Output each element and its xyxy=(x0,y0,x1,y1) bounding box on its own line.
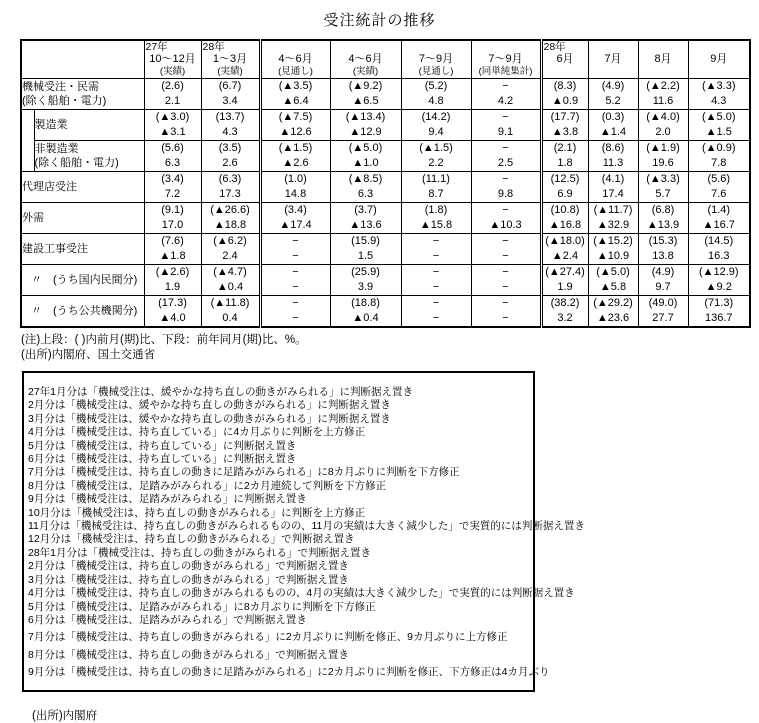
data-cell xyxy=(688,203,750,234)
mom-value: (12.5) xyxy=(550,173,580,185)
yoy-value: 17.3 xyxy=(219,188,241,200)
judgement-line: 7月分は「機械受注は、持ち直しの動きに足踏みがみられる」に8カ月ぶりに判断を下方修正 xyxy=(28,466,460,479)
mom-value: (3.7) xyxy=(354,204,377,216)
data-cell xyxy=(330,172,401,203)
judgement-line: 5月分は「機械受注は、足踏みがみられる」に8カ月ぶりに判断を下方修正 xyxy=(28,600,376,613)
mom-value: (▲3.3) xyxy=(701,80,736,92)
column-header: 28年 6月 xyxy=(541,40,588,79)
row-label: 〃 (うち国内民間分) xyxy=(21,265,144,296)
yoy-value: ▲1.4 xyxy=(599,126,627,138)
table-row xyxy=(21,79,750,110)
yoy-value: 6.3 xyxy=(164,157,181,169)
column-header: 9月 xyxy=(688,40,750,79)
judgement-line: 8月分は「機械受注は、持ち直しの動きがみられる」で判断据え置き xyxy=(28,648,349,661)
table-row xyxy=(21,234,750,265)
data-cell xyxy=(541,141,588,172)
data-cell xyxy=(201,265,260,296)
yoy-value: 136.7 xyxy=(704,312,733,324)
mom-value: (14.5) xyxy=(704,235,734,247)
data-cell xyxy=(401,79,471,110)
mom-value: (7.6) xyxy=(161,235,184,247)
mom-value: (71.3) xyxy=(704,297,734,309)
data-cell xyxy=(588,79,638,110)
data-cell xyxy=(688,141,750,172)
mom-value: (15.9) xyxy=(351,235,380,247)
data-cell xyxy=(541,203,588,234)
yoy-value: 1.9 xyxy=(164,281,181,293)
yoy-value: ▲3.8 xyxy=(551,126,579,138)
judgement-line: 10月分は「機械受注は、持ち直しの動きがみられる」に判断を上方修正 xyxy=(28,506,366,519)
mom-value: (5.6) xyxy=(161,142,184,154)
mom-value: (49.0) xyxy=(648,297,678,309)
mom-value: (▲15.2) xyxy=(593,235,633,247)
yoy-value: 7.6 xyxy=(711,188,727,200)
data-cell xyxy=(638,234,688,265)
data-cell xyxy=(260,79,330,110)
data-cell xyxy=(588,110,638,141)
yoy-value: 1.9 xyxy=(557,281,573,293)
mom-value: (8.6) xyxy=(601,142,625,154)
data-cell xyxy=(541,172,588,203)
data-cell xyxy=(330,296,401,328)
column-header: 7月 xyxy=(588,40,638,79)
data-cell xyxy=(144,234,201,265)
data-cell xyxy=(144,265,201,296)
mom-value: (▲12.9) xyxy=(698,266,739,278)
data-cell xyxy=(260,234,330,265)
mom-value: (▲5.0) xyxy=(348,142,383,154)
data-cell xyxy=(401,203,471,234)
mom-value: (5.6) xyxy=(707,173,731,185)
orders-statistics-table xyxy=(20,39,751,328)
mom-value: (11.1) xyxy=(422,173,450,185)
row-label: 機械受注・民需 (除く船舶・電力) xyxy=(21,79,144,110)
judgement-line: 4月分は「機械受注は、持ち直しの動きがみられるものの、4月の実績は大きく減少した」で実質的には判断据え置き xyxy=(28,587,575,600)
mom-value: (▲0.9) xyxy=(701,142,736,154)
data-cell xyxy=(201,141,260,172)
mom-value: (6.7) xyxy=(218,80,242,92)
mom-value: (▲1.9) xyxy=(646,142,680,154)
yoy-value: ▲1.5 xyxy=(705,126,732,138)
judgement-line: 27年1月分は「機械受注は、緩やかな持ち直しの動きがみられる」に判断据え置き xyxy=(28,386,414,398)
mom-value: − xyxy=(292,266,299,278)
mom-value: (18.8) xyxy=(351,297,380,309)
yoy-value: 2.5 xyxy=(497,157,514,169)
mom-value: (3.5) xyxy=(218,142,242,154)
data-cell xyxy=(330,203,401,234)
data-cell xyxy=(144,141,201,172)
yoy-value: 9.4 xyxy=(428,126,444,138)
judgement-line: 6月分は「機械受注は、足踏みがみられる」で判断据え置き xyxy=(28,613,307,626)
mom-value: − xyxy=(292,297,299,309)
judgement-line: 2月分は「機械受注は、緩やかな持ち直しの動きがみられる」に判断据え置き xyxy=(28,399,391,412)
mom-value: (▲3.3) xyxy=(646,173,680,185)
data-cell xyxy=(401,172,471,203)
mom-value: (▲5.0) xyxy=(701,111,736,123)
yoy-value: 11.3 xyxy=(602,157,624,169)
yoy-value: − xyxy=(502,281,509,293)
table-notes xyxy=(21,333,759,363)
note-source: (出所)内閣府、国土交通省 xyxy=(21,349,156,361)
yoy-value: 11.6 xyxy=(652,95,674,107)
column-header: 27年 10〜12月 (実績) xyxy=(144,40,201,79)
data-cell xyxy=(330,110,401,141)
data-cell xyxy=(330,234,401,265)
yoy-value: 17.4 xyxy=(602,188,624,200)
judgement-line: 8月分は「機械受注は、足踏みがみられる」に2カ月連続して判断を下方修正 xyxy=(28,479,387,492)
mom-value: − xyxy=(502,204,509,216)
mom-value: (▲4.7) xyxy=(213,266,247,278)
mom-value: (15.3) xyxy=(648,235,678,247)
yoy-value: ▲32.9 xyxy=(596,219,630,231)
mom-value: − xyxy=(502,173,509,185)
data-cell xyxy=(330,141,401,172)
yoy-value: 3.9 xyxy=(357,281,374,293)
column-header: 4〜6月 (実績) xyxy=(330,40,401,79)
row-label: 外需 xyxy=(21,203,144,234)
row-label: 代理店受注 xyxy=(21,172,144,203)
data-cell xyxy=(688,234,750,265)
judgement-line: 9月分は「機械受注は、足踏みがみられる」に判断据え置き xyxy=(28,493,307,506)
yoy-value: ▲0.4 xyxy=(352,312,379,324)
indent-spacer xyxy=(21,110,34,172)
yoy-value: ▲16.8 xyxy=(548,219,582,231)
yoy-value: ▲10.3 xyxy=(489,219,522,231)
mom-value: (1.8) xyxy=(424,204,448,216)
yoy-value: 27.7 xyxy=(652,312,674,324)
mom-value: (▲3.5) xyxy=(278,80,313,92)
data-cell xyxy=(541,110,588,141)
yoy-value: ▲16.7 xyxy=(702,219,735,231)
mom-value: (38.2) xyxy=(550,297,580,309)
yoy-value: 9.8 xyxy=(497,188,514,200)
data-cell xyxy=(330,79,401,110)
data-cell xyxy=(401,141,471,172)
data-cell xyxy=(144,110,201,141)
table-row xyxy=(21,172,750,203)
data-cell xyxy=(588,265,638,296)
mom-value: (17.3) xyxy=(158,297,187,309)
yoy-value: 5.7 xyxy=(655,188,671,200)
mom-value: (▲13.4) xyxy=(345,111,386,123)
data-cell xyxy=(260,141,330,172)
data-cell xyxy=(471,141,541,172)
mom-value: (▲1.5) xyxy=(278,142,313,154)
data-cell xyxy=(638,79,688,110)
mom-value: (▲18.0) xyxy=(545,235,585,247)
yoy-value: 4.8 xyxy=(428,95,444,107)
mom-value: − xyxy=(502,80,509,92)
yoy-value: 3.4 xyxy=(222,95,238,107)
mom-value: (▲7.5) xyxy=(278,111,313,123)
mom-value: − xyxy=(432,266,440,278)
column-header: 4〜6月 (見通し) xyxy=(260,40,330,79)
data-cell xyxy=(260,203,330,234)
data-cell xyxy=(471,172,541,203)
yoy-value: 2.2 xyxy=(428,157,444,169)
yoy-value: 2.6 xyxy=(222,157,238,169)
page-title: 受注統計の推移 xyxy=(323,12,436,29)
yoy-value: ▲6.4 xyxy=(282,95,309,107)
yoy-value: ▲2.4 xyxy=(551,250,579,262)
data-cell xyxy=(688,110,750,141)
table-row xyxy=(21,296,750,328)
data-cell xyxy=(401,110,471,141)
yoy-value: ▲1.8 xyxy=(159,250,186,262)
mom-value: − xyxy=(502,235,509,247)
yoy-value: − xyxy=(292,312,299,324)
mom-value: (6.8) xyxy=(651,204,675,216)
yoy-value: − xyxy=(502,250,509,262)
data-cell xyxy=(401,265,471,296)
mom-value: − xyxy=(502,111,509,123)
footer-source: (出所)内閣府 xyxy=(32,709,98,722)
yoy-value: 2.0 xyxy=(655,126,671,138)
mom-value: (0.3) xyxy=(601,111,625,123)
mom-value: (▲5.0) xyxy=(596,266,630,278)
mom-value: (4.9) xyxy=(651,266,675,278)
mom-value: (4.9) xyxy=(601,80,625,92)
judgement-line: 5月分は「機械受注は、持ち直している」に判断据え置き xyxy=(28,439,297,452)
data-cell xyxy=(588,172,638,203)
yoy-value: 2.1 xyxy=(164,95,181,107)
mom-value: (1.4) xyxy=(707,204,731,216)
yoy-value: − xyxy=(292,281,299,293)
mom-value: (4.1) xyxy=(601,173,625,185)
judgement-line: 9月分は「機械受注は、持ち直しの動きに足踏みがみられる」に2カ月ぶりに判断を修正、下方修正は4カ月ぶり xyxy=(28,666,550,679)
data-cell xyxy=(330,265,401,296)
judgement-line: 28年1月分は「機械受注は、持ち直しの動きがみられる」で判断据え置き xyxy=(28,546,372,559)
mom-value: (▲11.7) xyxy=(593,204,633,216)
mom-value: (2.1) xyxy=(553,142,577,154)
column-header: 8月 xyxy=(638,40,688,79)
data-cell xyxy=(471,296,541,328)
yoy-value: 17.0 xyxy=(161,219,184,231)
mom-value: (▲2.6) xyxy=(155,266,190,278)
data-cell xyxy=(144,172,201,203)
mom-value: (1.0) xyxy=(284,173,307,185)
table-row xyxy=(21,265,750,296)
data-cell xyxy=(638,141,688,172)
data-cell xyxy=(260,265,330,296)
mom-value: (8.3) xyxy=(553,80,577,92)
yoy-value: ▲17.4 xyxy=(279,219,312,231)
corner-cell xyxy=(21,40,144,79)
yoy-value: ▲15.8 xyxy=(419,219,453,231)
column-header: 7〜9月 (見通し) xyxy=(401,40,471,79)
yoy-value: 4.2 xyxy=(497,95,514,107)
data-cell xyxy=(638,296,688,328)
yoy-value: ▲12.6 xyxy=(279,126,312,138)
data-cell xyxy=(471,234,541,265)
table-row xyxy=(21,141,750,172)
mom-value: (▲27.4) xyxy=(545,266,585,278)
mom-value: (3.4) xyxy=(284,204,307,216)
data-cell xyxy=(144,79,201,110)
yoy-value: 3.2 xyxy=(557,312,573,324)
yoy-value: − xyxy=(432,281,440,293)
yoy-value: − xyxy=(292,250,299,262)
yoy-value: ▲2.6 xyxy=(282,157,309,169)
mom-value: (6.3) xyxy=(218,173,242,185)
data-cell xyxy=(688,265,750,296)
column-header: 7〜9月 (同単純集計) xyxy=(471,40,541,79)
data-cell xyxy=(588,296,638,328)
yoy-value: ▲0.9 xyxy=(551,95,579,107)
mom-value: (14.2) xyxy=(421,111,451,123)
stats-table-body xyxy=(21,79,750,328)
yoy-value: 6.9 xyxy=(557,188,573,200)
data-cell xyxy=(688,296,750,328)
mom-value: (5.2) xyxy=(424,80,448,92)
data-cell xyxy=(201,296,260,328)
yoy-value: 0.4 xyxy=(222,312,238,324)
table-header-row xyxy=(21,40,750,79)
yoy-value: ▲10.9 xyxy=(596,250,630,262)
mom-value: − xyxy=(292,235,299,247)
data-cell xyxy=(201,203,260,234)
data-cell xyxy=(401,234,471,265)
yoy-value: 1.8 xyxy=(557,157,573,169)
data-cell xyxy=(144,203,201,234)
row-label: 建設工事受注 xyxy=(21,234,144,265)
data-cell xyxy=(638,265,688,296)
data-cell xyxy=(201,79,260,110)
data-cell xyxy=(260,172,330,203)
yoy-value: 8.7 xyxy=(428,188,444,200)
yoy-value: ▲5.8 xyxy=(599,281,627,293)
row-label: 非製造業 (除く船舶・電力) xyxy=(34,141,144,172)
yoy-value: 9.1 xyxy=(497,126,514,138)
yoy-value: − xyxy=(432,250,440,262)
data-cell xyxy=(588,141,638,172)
data-cell xyxy=(588,203,638,234)
data-cell xyxy=(688,79,750,110)
mom-value: − xyxy=(502,266,509,278)
data-cell xyxy=(638,203,688,234)
yoy-value: ▲13.9 xyxy=(646,219,680,231)
data-cell xyxy=(541,234,588,265)
data-cell xyxy=(201,172,260,203)
yoy-value: 1.5 xyxy=(357,250,374,262)
data-cell xyxy=(541,265,588,296)
data-cell xyxy=(471,110,541,141)
judgement-line: 7月分は「機械受注は、持ち直しの動きがみられる」に2カ月ぶりに判断を修正、9カ月ぶりに上方修正 xyxy=(28,631,508,644)
yoy-value: 14.8 xyxy=(284,188,307,200)
mom-value: (▲6.2) xyxy=(213,235,247,247)
data-cell xyxy=(541,79,588,110)
mom-value: (▲4.0) xyxy=(646,111,680,123)
mom-value: (13.7) xyxy=(215,111,245,123)
data-cell xyxy=(471,203,541,234)
mom-value: (▲9.2) xyxy=(348,80,383,92)
judgement-line: 2月分は「機械受注は、持ち直しの動きがみられる」で判断据え置き xyxy=(28,560,349,573)
yoy-value: 9.7 xyxy=(655,281,671,293)
data-cell xyxy=(144,296,201,328)
row-label: 〃 (うち公共機関分) xyxy=(21,296,144,328)
judgement-line: 4月分は「機械受注は、持ち直している」に4カ月ぶりに判断を上方修正 xyxy=(28,426,366,439)
yoy-value: 5.2 xyxy=(605,95,621,107)
mom-value: − xyxy=(502,297,509,309)
yoy-value: ▲9.2 xyxy=(705,281,732,293)
mom-value: (17.7) xyxy=(550,111,580,123)
yoy-value: 13.8 xyxy=(652,250,674,262)
mom-value: (▲26.6) xyxy=(210,204,250,216)
judgement-line: 3月分は「機械受注は、緩やかな持ち直しの動きがみられる」に判断据え置き xyxy=(28,412,391,425)
column-header: 28年 1〜3月 (実績) xyxy=(201,40,260,79)
judgement-line: 11月分は「機械受注は、持ち直しの動きがみられるものの、11月の実績は大きく減少した」で実質的には判断据え置き xyxy=(28,520,585,533)
data-cell xyxy=(471,79,541,110)
yoy-value: 6.3 xyxy=(357,188,374,200)
data-cell xyxy=(471,265,541,296)
mom-value: (▲29.2) xyxy=(593,297,633,309)
note-legend: (注)上段：( )内前月(期)比、下段：前年同月(期)比、%。 xyxy=(21,334,307,346)
judgement-line: 3月分は「機械受注は、持ち直しの動きがみられる」で判断据え置き xyxy=(28,573,349,586)
mom-value: (25.9) xyxy=(351,266,380,278)
mom-value: (▲3.0) xyxy=(155,111,190,123)
table-row xyxy=(21,203,750,234)
data-cell xyxy=(201,110,260,141)
yoy-value: 7.8 xyxy=(711,157,727,169)
yoy-value: ▲18.8 xyxy=(213,219,247,231)
yoy-value: ▲23.6 xyxy=(596,312,630,324)
table-row xyxy=(21,110,750,141)
mom-value: − xyxy=(432,297,440,309)
mom-value: (3.4) xyxy=(161,173,184,185)
mom-value: (▲8.5) xyxy=(348,173,383,185)
mom-value: (9.1) xyxy=(161,204,184,216)
yoy-value: ▲6.5 xyxy=(352,95,379,107)
yoy-value: ▲4.0 xyxy=(159,312,186,324)
judgement-history-box xyxy=(22,371,585,692)
yoy-value: − xyxy=(432,312,440,324)
data-cell xyxy=(638,172,688,203)
yoy-value: ▲1.0 xyxy=(352,157,379,169)
data-cell xyxy=(588,234,638,265)
yoy-value: ▲12.9 xyxy=(349,126,382,138)
yoy-value: 19.6 xyxy=(652,157,674,169)
mom-value: (10.8) xyxy=(550,204,580,216)
yoy-value: 4.3 xyxy=(222,126,238,138)
yoy-value: 16.3 xyxy=(708,250,730,262)
mom-value: − xyxy=(432,235,440,247)
mom-value: − xyxy=(502,142,509,154)
judgement-line: 6月分は「機械受注は、持ち直している」に判断据え置き xyxy=(28,453,297,466)
mom-value: (▲1.5) xyxy=(419,142,453,154)
data-cell xyxy=(260,296,330,328)
yoy-value: ▲0.4 xyxy=(216,281,244,293)
data-cell xyxy=(201,234,260,265)
data-cell xyxy=(638,110,688,141)
data-cell xyxy=(401,296,471,328)
yoy-value: ▲13.6 xyxy=(349,219,382,231)
yoy-value: 2.4 xyxy=(222,250,238,262)
row-label: 製造業 xyxy=(34,110,144,141)
yoy-value: 7.2 xyxy=(164,188,181,200)
data-cell xyxy=(541,296,588,328)
yoy-value: 4.3 xyxy=(711,95,727,107)
mom-value: (▲11.8) xyxy=(210,297,250,309)
yoy-value: ▲3.1 xyxy=(159,126,186,138)
mom-value: (2.6) xyxy=(161,80,184,92)
data-cell xyxy=(260,110,330,141)
mom-value: (▲2.2) xyxy=(646,80,680,92)
judgement-line: 12月分は「機械受注は、持ち直しの動きがみられる」で判断据え置き xyxy=(28,533,355,546)
yoy-value: − xyxy=(502,312,509,324)
data-cell xyxy=(688,172,750,203)
